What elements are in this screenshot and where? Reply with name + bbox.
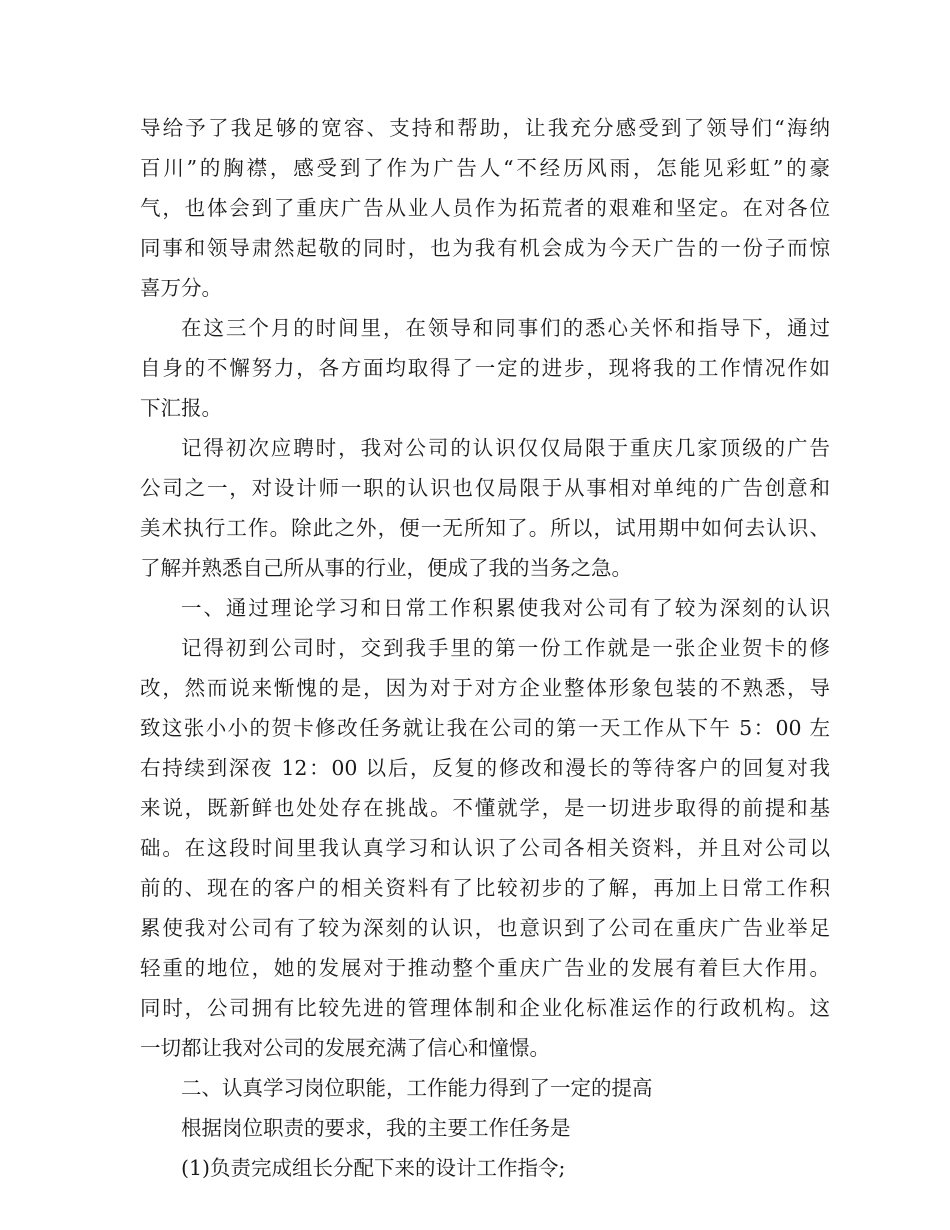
text-line: 一、通过理论学习和日常工作积累使我对公司有了较为深刻的认识 [181,596,830,620]
text-line: 美术执行工作。除此之外，便一无所知了。所以，试用期中如何去认识、 [140,516,830,540]
text-line: 记得初到公司时，交到我手里的第一份工作就是一张企业贺卡的修 [181,636,830,660]
text-line: 轻重的地位，她的发展对于推动整个重庆广告业的发展有着巨大作用。 [140,956,830,980]
text-line: 导给予了我足够的宽容、支持和帮助，让我充分感受到了领导们“海纳 [140,116,830,140]
text-line: 二、认真学习岗位职能，工作能力得到了一定的提高 [181,1076,653,1100]
text-line: 累使我对公司有了较为深刻的认识，也意识到了公司在重庆广告业举足 [140,916,830,940]
text-line: 气，也体会到了重庆广告从业人员作为拓荒者的艰难和坚定。在对各位 [140,196,830,220]
text-line: 一切都让我对公司的发展充满了信心和憧憬。 [140,1036,550,1060]
text-line: 右持续到深夜 12：00 以后，反复的修改和漫长的等待客户的回复对我 [140,756,830,780]
text-line: 同时，公司拥有比较先进的管理体制和企业化标准运作的行政机构。这 [140,996,830,1020]
text-line: 百川”的胸襟，感受到了作为广告人“不经历风雨，怎能见彩虹”的豪 [140,156,830,180]
text-line: 改，然而说来惭愧的是，因为对于对方企业整体形象包装的不熟悉，导 [140,676,830,700]
text-line: 公司之一，对设计师一职的认识也仅局限于从事相对单纯的广告创意和 [140,476,830,500]
text-line: 同事和领导肃然起敬的同时，也为我有机会成为今天广告的一份子而惊 [140,236,830,260]
text-line: 记得初次应聘时，我对公司的认识仅仅局限于重庆几家顶级的广告 [181,436,830,460]
text-line: 在这三个月的时间里，在领导和同事们的悉心关怀和指导下，通过 [181,316,830,340]
text-line: (1)负责完成组长分配下来的设计工作指令; [181,1156,566,1180]
text-line: 致这张小小的贺卡修改任务就让我在公司的第一天工作从下午 5：00 左 [140,716,830,740]
text-line: 根据岗位职责的要求，我的主要工作任务是 [181,1116,571,1140]
text-line: 了解并熟悉自己所从事的行业，便成了我的当务之急。 [140,556,632,580]
text-line: 自身的不懈努力，各方面均取得了一定的进步，现将我的工作情况作如 [140,356,830,380]
text-line: 础。在这段时间里我认真学习和认识了公司各相关资料，并且对公司以 [140,836,830,860]
text-line: 喜万分。 [140,276,222,300]
text-line: 下汇报。 [140,396,222,420]
text-line: 前的、现在的客户的相关资料有了比较初步的了解，再加上日常工作积 [140,876,830,900]
text-line: 来说，既新鲜也处处存在挑战。不懂就学，是一切进步取得的前提和基 [140,796,830,820]
